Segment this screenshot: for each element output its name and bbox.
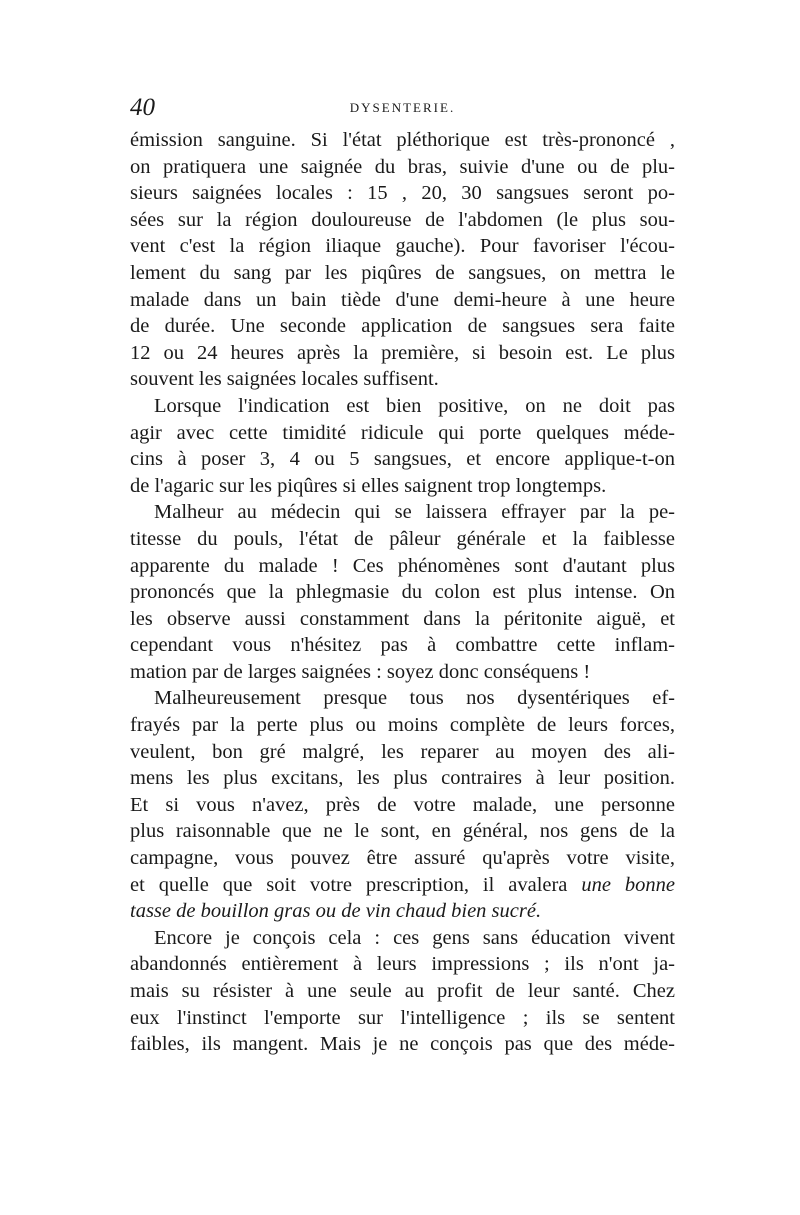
- text-line: cependant vous n'hésitez pas à combattre cette inflam-: [130, 634, 675, 657]
- text-line: apparente du malade ! Ces phénomènes sont d'autant plus: [130, 554, 675, 577]
- text-line: tasse de bouillon gras ou de vin chaud bien sucré.: [130, 900, 542, 923]
- text-line: lement du sang par les piqûres de sangsues, on mettra le: [130, 261, 675, 284]
- text-line: mais su résister à une seule au profit de leur santé. Chez: [130, 980, 675, 1002]
- text-line: mens les plus excitans, les plus contraires à leur position.: [130, 767, 675, 790]
- text-line: de durée. Une seconde application de sangsues sera faite: [130, 315, 675, 338]
- text-line: vent c'est la région iliaque gauche). Pour favoriser l'écou-: [130, 235, 675, 258]
- text-line: cins à poser 3, 4 ou 5 sangsues, et encore applique-t-on: [130, 448, 675, 471]
- text-line: Encore je conçois cela : ces gens sans éducation vivent: [154, 926, 675, 949]
- page-number: 40: [130, 94, 155, 121]
- text-line: eux l'instinct l'emporte sur l'intelligence ; ils se sentent: [130, 1006, 675, 1029]
- text-line: malade dans un bain tiède d'une demi-heure à une heure: [130, 288, 675, 311]
- text-line: mation par de larges saignées : soyez donc conséquens !: [130, 660, 591, 683]
- text-line: titesse du pouls, l'état de pâleur générale et la faiblesse: [130, 527, 675, 550]
- text-line: abandonnés entièrement à leurs impressions ; ils n'ont ja-: [130, 953, 675, 976]
- text-line: émission sanguine. Si l'état pléthorique est très-prononcé ,: [130, 129, 675, 151]
- italic-phrase: une bonne: [581, 873, 675, 896]
- text-line: sées sur la région douloureuse de l'abdomen (le plus sou-: [130, 208, 675, 231]
- running-head: [130, 96, 675, 120]
- text-line: souvent les saignées locales suffisent.: [130, 368, 439, 391]
- text-line: frayés par la perte plus ou moins complète de leurs forces,: [130, 714, 675, 737]
- text-line: Et si vous n'avez, près de votre malade, une personne: [130, 793, 675, 816]
- text-line: prononcés que la phlegmasie du colon est plus intense. On: [130, 581, 675, 604]
- body-text: [130, 127, 675, 1058]
- text-line: campagne, vous pouvez être assuré qu'après votre visite,: [130, 847, 675, 870]
- text-line: agir avec cette timidité ridicule qui porte quelques méde-: [130, 421, 675, 444]
- text-line: plus raisonnable que ne le sont, en général, nos gens de la: [130, 820, 675, 843]
- text-line: et quelle que soit votre prescription, il avalera une bonne: [130, 873, 675, 896]
- text-line: Lorsque l'indication est bien positive, on ne doit pas: [154, 394, 675, 417]
- text-line: Malheureusement presque tous nos dysentériques ef-: [154, 687, 675, 710]
- text-line: sieurs saignées locales : 15 , 20, 30 sangsues seront po-: [130, 182, 675, 205]
- text-line: les observe aussi constamment dans la péritonite aiguë, et: [130, 607, 675, 630]
- running-title: DYSENTERIE.: [349, 100, 456, 115]
- text-line: faibles, ils mangent. Mais je ne conçois pas que des méde-: [130, 1033, 675, 1056]
- text-line: on pratiquera une saignée du bras, suivie d'une ou de plu-: [130, 155, 675, 178]
- text-line: de l'agaric sur les piqûres si elles saignent trop longtemps.: [130, 474, 607, 497]
- text-line: 12 ou 24 heures après la première, si besoin est. Le plus: [130, 341, 675, 364]
- text-line: veulent, bon gré malgré, les reparer au moyen des ali-: [130, 740, 675, 763]
- text-line: Malheur au médecin qui se laissera effrayer par la pe-: [154, 501, 675, 524]
